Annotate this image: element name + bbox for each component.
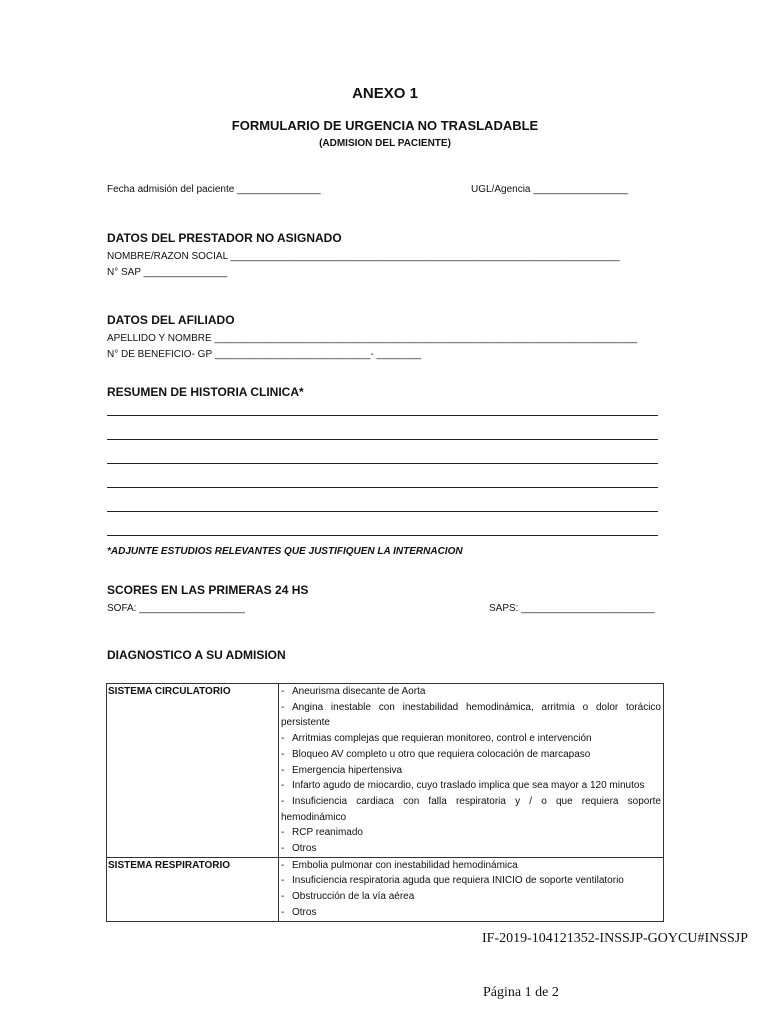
list-item[interactable]: - Angina inestable con inestabilidad hemodinámica, arritmia o dolor torácico persistente (281, 701, 661, 729)
history-line[interactable] (107, 535, 658, 536)
history-line[interactable] (107, 463, 658, 464)
table-row (107, 684, 664, 858)
history-line[interactable] (107, 439, 658, 440)
page-title: ANEXO 1 (352, 85, 418, 102)
diagnosis-section-heading: DIAGNOSTICO A SU ADMISION (107, 648, 286, 662)
list-item[interactable]: - Infarto agudo de miocardio, cuyo traslado implica que sea mayor a 120 minutos (281, 780, 645, 792)
sofa-field[interactable]: SOFA: ___________________ (107, 603, 245, 614)
list-item[interactable]: - RCP reanimado (281, 827, 363, 839)
diagnosis-items-cell (279, 684, 664, 858)
history-line[interactable] (107, 415, 658, 416)
affiliate-name-field[interactable]: APELLIDO Y NOMBRE ____________________________________________________________________________ (107, 333, 638, 344)
scores-section-heading: SCORES EN LAS PRIMERAS 24 HS (107, 583, 309, 597)
list-item[interactable]: - Emergencia hipertensiva (281, 764, 403, 776)
document-id: IF-2019-104121352-INSSJP-GOYCU#INSSJP (482, 931, 749, 946)
list-item[interactable]: - Embolia pulmonar con inestabilidad hemodinámica (281, 859, 518, 871)
provider-section-heading: DATOS DEL PRESTADOR NO ASIGNADO (107, 231, 342, 245)
history-line[interactable] (107, 487, 658, 488)
diagnosis-items-cell (279, 857, 664, 921)
form-subtitle: (ADMISION DEL PACIENTE) (319, 138, 451, 149)
system-label: SISTEMA CIRCULATORIO (107, 684, 279, 858)
table-row (107, 857, 664, 921)
list-item[interactable]: - Bloqueo AV completo u otro que requiera colocación de marcapaso (281, 748, 591, 760)
list-item[interactable]: - Insuficiencia respiratoria aguda que requiera INICIO de soporte ventilatorio (281, 875, 624, 887)
list-item[interactable]: - Obstrucción de la vía aérea (281, 891, 415, 903)
history-section-heading: RESUMEN DE HISTORIA CLINICA* (107, 385, 304, 399)
affiliate-section-heading: DATOS DEL AFILIADO (107, 313, 235, 327)
provider-sap-field[interactable]: N° SAP _______________ (107, 267, 228, 278)
page-number: Página 1 de 2 (483, 985, 559, 1000)
attach-studies-note: *ADJUNTE ESTUDIOS RELEVANTES QUE JUSTIFIQUEN LA INTERNACION (107, 546, 463, 557)
diagnosis-table (106, 683, 664, 922)
list-item[interactable]: - Insuficiencia cardiaca con falla respiratoria y / o que requiera soporte hemodinámico (281, 795, 661, 823)
ugl-agency-field[interactable]: UGL/Agencia _________________ (471, 184, 628, 195)
list-item[interactable]: - Arritmias complejas que requieran monitoreo, control e intervención (281, 733, 592, 745)
admission-date-field[interactable]: Fecha admisión del paciente _______________ (107, 184, 321, 195)
list-item[interactable]: - Otros (281, 906, 317, 918)
list-item[interactable]: - Aneurisma disecante de Aorta (281, 686, 426, 697)
system-label: SISTEMA RESPIRATORIO (107, 857, 279, 921)
provider-name-field[interactable]: NOMBRE/RAZON SOCIAL ______________________________________________________________________ (107, 251, 620, 262)
form-title: FORMULARIO DE URGENCIA NO TRASLADABLE (231, 118, 539, 133)
history-line[interactable] (107, 511, 658, 512)
affiliate-benefit-field[interactable]: N° DE BENEFICIO- GP ____________________________- ________ (107, 349, 422, 360)
list-item[interactable]: - Otros (281, 843, 317, 855)
saps-field[interactable]: SAPS: ________________________ (489, 603, 655, 614)
